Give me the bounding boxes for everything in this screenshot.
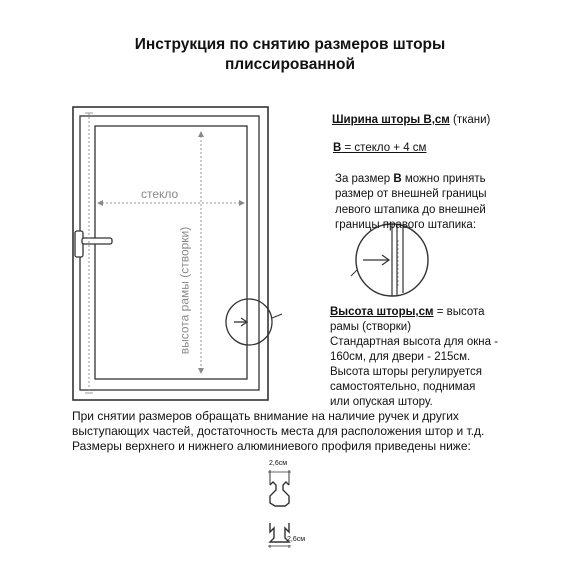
width-formula-symbol: В: [333, 142, 342, 154]
width-note-line-4: границы правого штапика:: [335, 219, 477, 231]
frame-height-label: высота рамы (створки): [177, 226, 192, 355]
height-heading-title: Высота шторы,см: [330, 306, 434, 318]
width-note-line-1: За размер В можно принять: [335, 173, 486, 185]
page-title-line-1: Инструкция по снятию размеров шторы: [134, 36, 446, 53]
window-glass: [95, 126, 247, 379]
width-heading: [332, 113, 490, 128]
bottom-note-line-2: выступающих частей, достаточность места для расположения штор и т.д.: [72, 424, 485, 438]
bottom-note-line-3: Размеры верхнего и нижнего алюминиевого профиля приведены ниже:: [72, 439, 471, 453]
top-profile-drawing: [268, 470, 291, 506]
window-outer-frame: [73, 107, 268, 400]
height-line-2: рамы (створки): [330, 321, 412, 333]
width-formula: [333, 141, 426, 156]
height-heading: Высота шторы,см = высота: [330, 306, 485, 318]
window-handle: [75, 231, 112, 257]
detail-circle-window: [226, 299, 272, 345]
width-note-line-2: размер от внешней границы: [335, 188, 487, 200]
width-formula-text: = стекло + 4 см: [344, 142, 427, 154]
glass-label: стекло: [141, 187, 179, 201]
width-heading-title: Ширина шторы В,см: [332, 114, 450, 126]
top-profile-dimension: 2,6см: [269, 460, 288, 467]
width-heading-note: (ткани): [453, 114, 491, 126]
height-line-7: или опуская штору.: [330, 396, 433, 408]
page-title-line-2: плиссированной: [224, 56, 356, 73]
height-line-4: 160см, для двери - 215см.: [330, 351, 471, 363]
width-note-symbol: В: [393, 173, 402, 185]
height-line-6: самостоятельно, поднимая: [330, 381, 476, 393]
width-note-line-3: левого штапика до внешней: [335, 204, 486, 216]
window-sash-frame: [80, 116, 259, 390]
bottom-profile-dimension: 2,6см: [287, 536, 306, 543]
bottom-note-line-1: При снятии размеров обращать внимание на наличие ручек и других: [72, 409, 459, 423]
height-line-5: Высота шторы регулируется: [330, 366, 482, 378]
height-line-3: Стандартная высота для окна -: [330, 336, 499, 348]
detail-circle-zoom: [351, 224, 428, 296]
